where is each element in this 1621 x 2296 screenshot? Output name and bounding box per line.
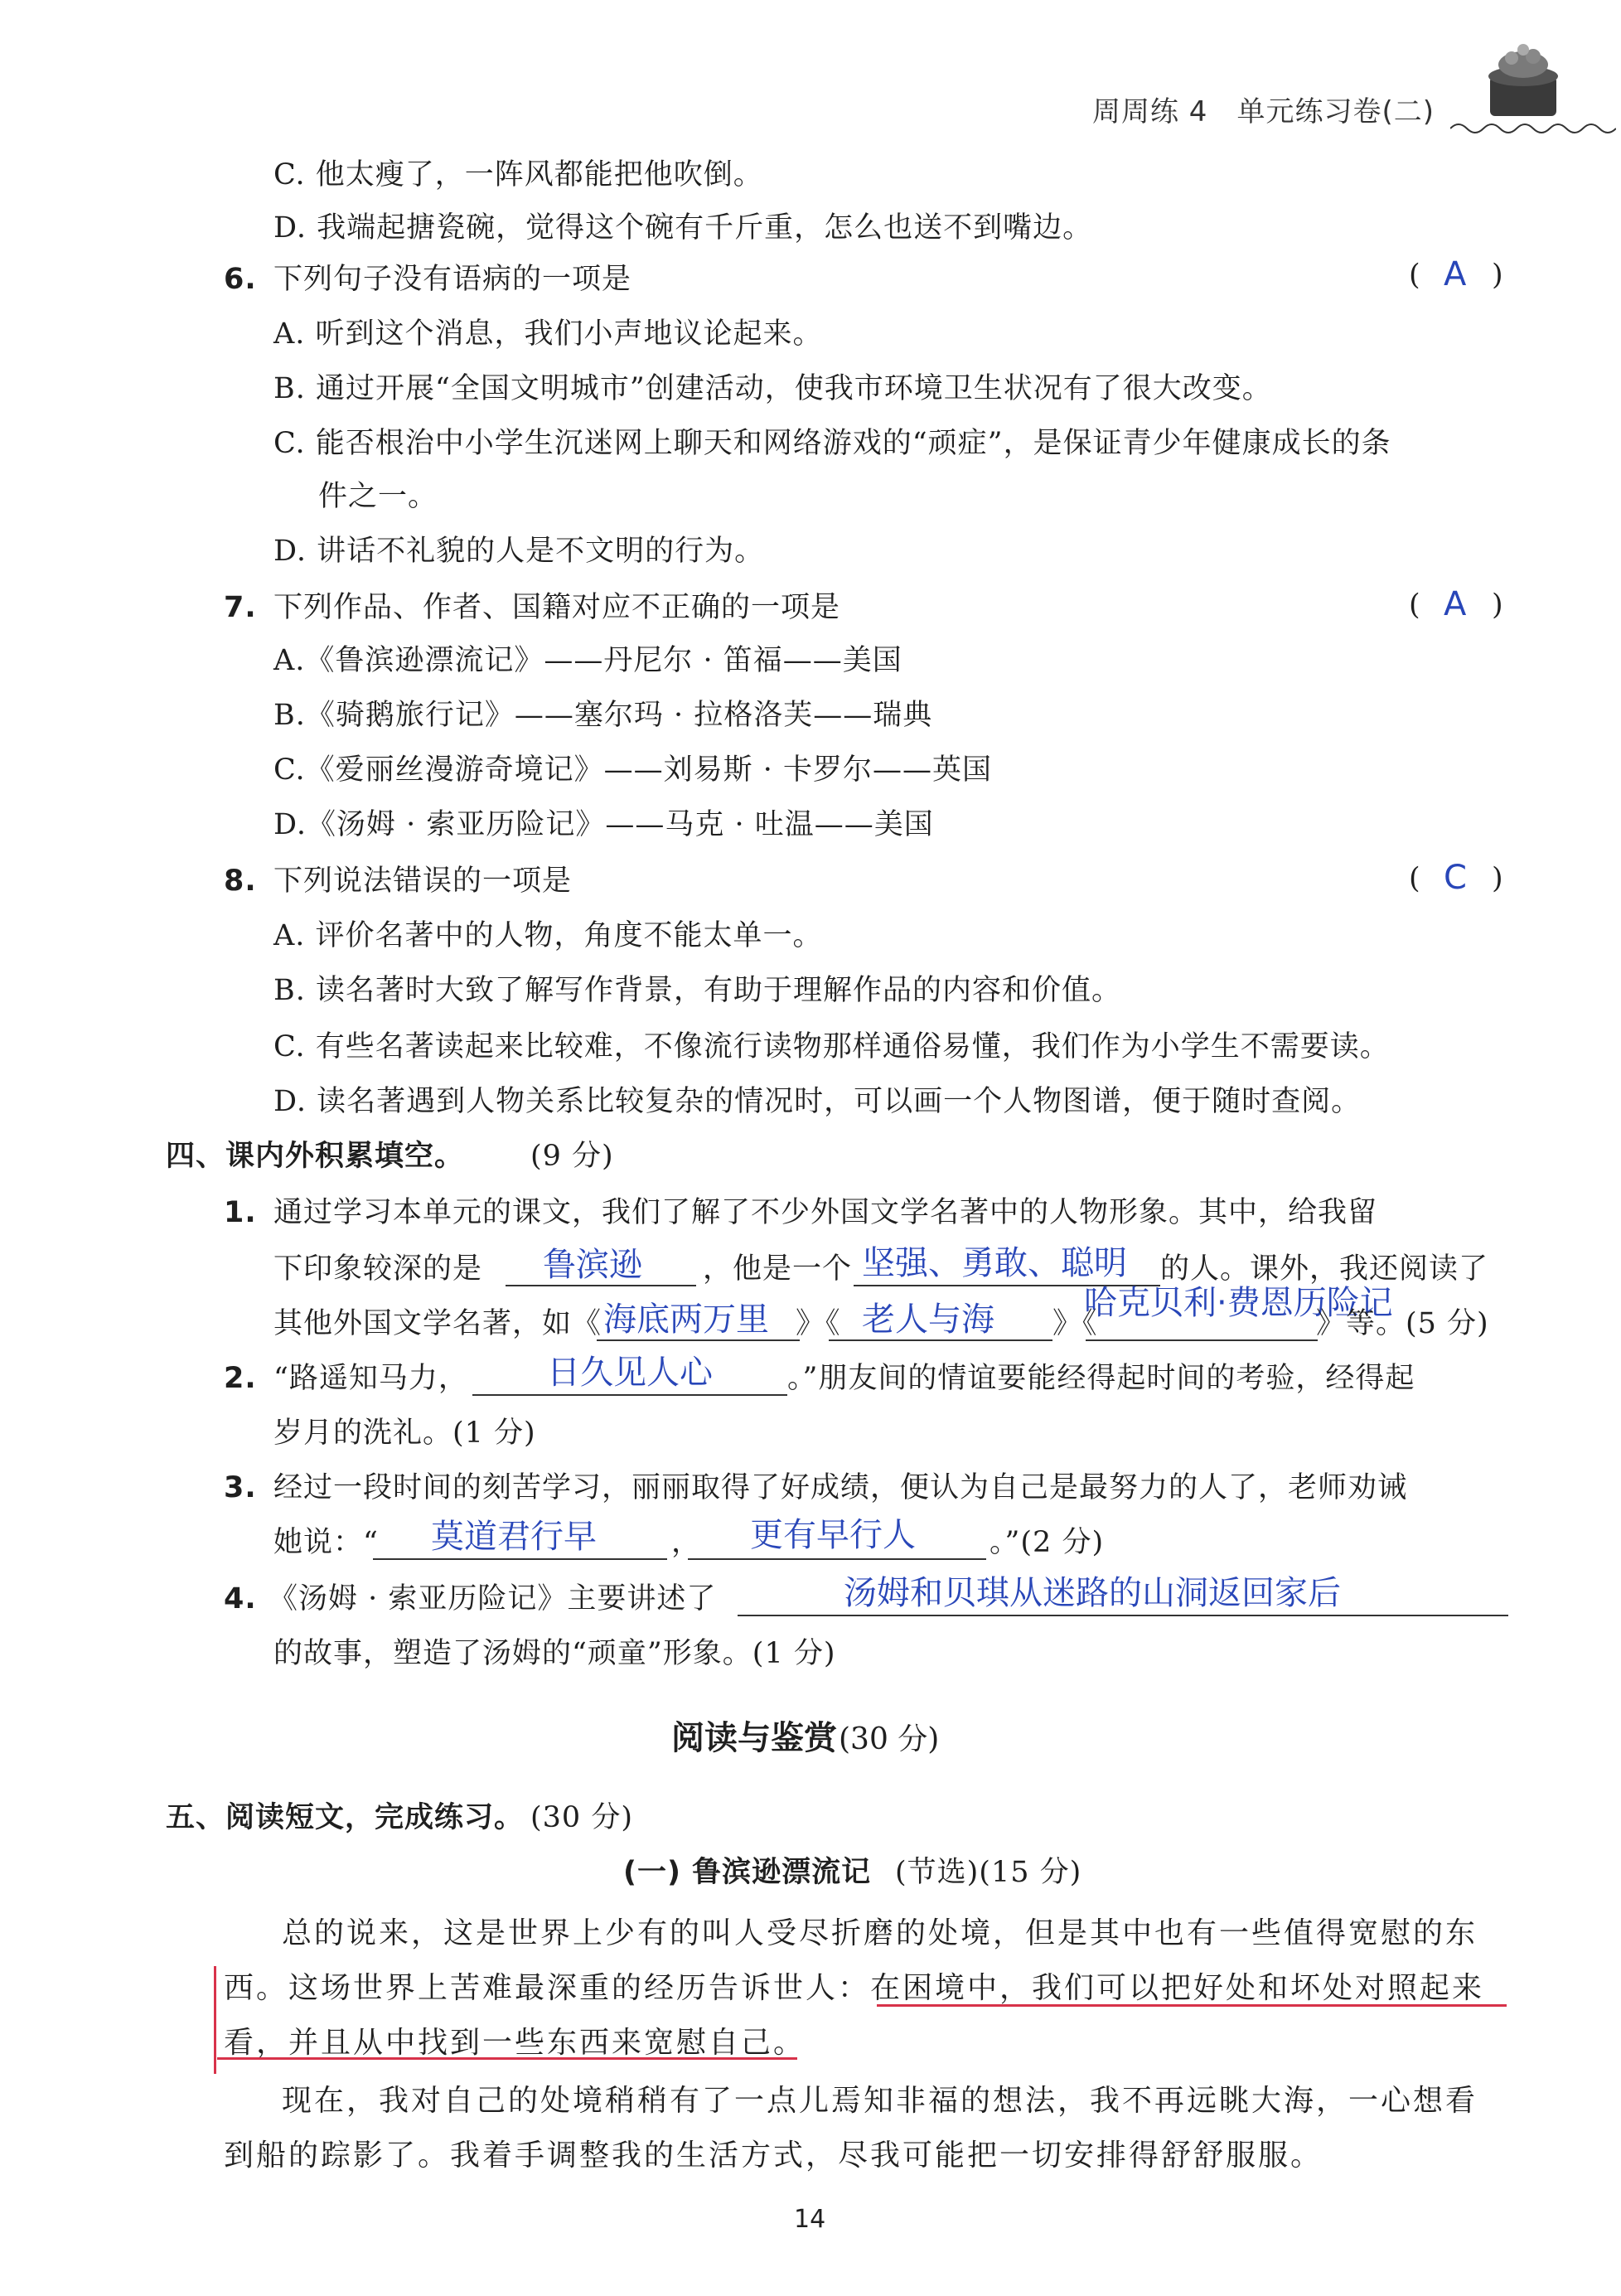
answer-choice: A — [1444, 585, 1467, 623]
section-score: (30 分) — [530, 1801, 633, 1834]
handwritten-answer: 老人与海 — [862, 1301, 994, 1339]
option-line: A. 听到这个消息，我们小声地议论起来。 — [273, 317, 823, 351]
fill-text: 她说：“ — [273, 1526, 379, 1559]
fill-text: 。”朋友间的情谊要能经得起时间的考验，经得起 — [787, 1362, 1415, 1395]
fill-text: 经过一段时间的刻苦学习，丽丽取得了好成绩，便认为自己是最努力的人了，老师劝诫 — [273, 1471, 1408, 1504]
answer-bracket: ( — [1409, 589, 1420, 622]
option-line: A. 评价名著中的人物，角度不能太单一。 — [273, 919, 823, 952]
question-number: 8. — [224, 865, 257, 898]
fill-text: 》《 — [796, 1307, 841, 1340]
passage-note: (节选)(15 分) — [895, 1856, 1082, 1889]
answer-bracket: ( — [1409, 259, 1420, 292]
option-line: D. 讲话不礼貌的人是不文明的行为。 — [273, 535, 765, 568]
question-number: 6. — [224, 263, 257, 296]
option-line: C. 能否根治中小学生沉迷网上聊天和网络游戏的“顽症”，是保证青少年健康成长的条 — [273, 427, 1391, 460]
option-line: D.《汤姆 · 索亚历险记》——马克 · 吐温——美国 — [273, 808, 934, 841]
passage-line: 看，并且从中找到一些东西来宽慰自己。 — [224, 2026, 806, 2060]
fill-blank — [738, 1615, 1508, 1616]
handwritten-answer: 汤姆和贝琪从迷路的山洞返回家后 — [844, 1574, 1341, 1612]
fill-text: 》等。(5 分) — [1316, 1307, 1489, 1340]
handwritten-answer: 莫道君行早 — [431, 1518, 597, 1556]
passage-title: (一) 鲁滨逊漂流记 — [623, 1856, 872, 1889]
fill-blank — [373, 1558, 667, 1560]
question-number: 4. — [224, 1582, 257, 1615]
question-number: 1. — [224, 1196, 257, 1229]
option-line: B.《骑鹅旅行记》——塞尔玛 · 拉格洛芙——瑞典 — [273, 699, 933, 732]
option-line: D. 我端起搪瓷碗，觉得这个碗有千斤重，怎么也送不到嘴边。 — [273, 211, 1093, 245]
question-stem: 下列说法错误的一项是 — [273, 865, 573, 898]
fill-blank — [688, 1558, 986, 1560]
part-heading: 阅读与鉴赏 — [671, 1719, 837, 1757]
question-number: 3. — [224, 1471, 257, 1504]
passage-line: 到船的踪影了。我着手调整我的生活方式，尽我可能把一切安排得舒舒服服。 — [224, 2139, 1323, 2172]
fill-text: “路遥知马力， — [273, 1362, 468, 1395]
answer-bracket: ) — [1492, 589, 1503, 622]
option-line: C. 他太瘦了，一阵风都能把他吹倒。 — [273, 158, 763, 191]
answer-bracket: ( — [1409, 862, 1420, 895]
part-score: (30 分) — [839, 1722, 940, 1756]
handwritten-answer: 坚强、勇敢、聪明 — [862, 1244, 1127, 1282]
wave-divider — [1450, 120, 1616, 137]
option-line: A.《鲁滨逊漂流记》——丹尼尔 · 笛福——美国 — [273, 644, 902, 677]
section-score: (9 分) — [530, 1140, 614, 1173]
fill-blank — [1086, 1339, 1318, 1341]
answer-bracket: ) — [1492, 862, 1503, 895]
red-bracket-mark — [214, 1966, 216, 2074]
section-title: 四、课内外积累填空。 — [166, 1140, 465, 1173]
page-header: 周周练 4 单元练习卷(二) — [1092, 95, 1435, 128]
fill-blank — [472, 1394, 787, 1396]
fill-text: ， — [671, 1526, 702, 1559]
answer-choice: C — [1444, 859, 1467, 897]
fill-text: 的故事，塑造了汤姆的“顽童”形象。(1 分) — [273, 1637, 836, 1670]
fill-text: 的人。课外，我还阅读了 — [1160, 1252, 1489, 1286]
passage-line: 现在，我对自己的处境稍稍有了一点儿焉知非福的想法，我不再远眺大海，一心想看 — [282, 2084, 1478, 2118]
question-stem: 下列句子没有语病的一项是 — [273, 263, 632, 296]
option-line: 件之一。 — [318, 480, 438, 513]
cake-icon — [1475, 33, 1583, 124]
answer-bracket: ) — [1492, 259, 1503, 292]
passage-line: 西。这场世界上苦难最深重的经历告诉世人：在困境中，我们可以把好处和坏处对照起来 — [224, 1971, 1485, 2005]
fill-text: 《汤姆 · 索亚历险记》主要讲述了 — [269, 1582, 717, 1615]
red-underline — [217, 2057, 797, 2060]
option-line: C.《爱丽丝漫游奇境记》——刘易斯 · 卡罗尔——英国 — [273, 753, 993, 787]
fill-text: ，他是一个 — [703, 1252, 853, 1286]
option-line: B. 通过开展“全国文明城市”创建活动，使我市环境卫生状况有了很大改变。 — [273, 372, 1272, 405]
question-number: 2. — [224, 1362, 257, 1395]
option-line: B. 读名著时大致了解写作背景，有助于理解作品的内容和价值。 — [273, 974, 1121, 1007]
handwritten-answer: 更有早行人 — [750, 1516, 916, 1554]
option-line: D. 读名著遇到人物关系比较复杂的情况时，可以画一个人物图谱，便于随时查阅。 — [273, 1085, 1362, 1118]
page-number: 14 — [794, 2205, 826, 2234]
fill-text: 。”(2 分) — [990, 1526, 1105, 1559]
section-title: 五、阅读短文，完成练习。 — [166, 1801, 525, 1834]
question-stem: 下列作品、作者、国籍对应不正确的一项是 — [273, 591, 841, 624]
fill-text: 其他外国文学名著，如《 — [273, 1307, 602, 1340]
handwritten-answer: 日久见人心 — [547, 1354, 713, 1392]
fill-text: 下印象较深的是 — [273, 1252, 483, 1286]
handwritten-answer: 鲁滨逊 — [543, 1246, 642, 1284]
passage-line: 总的说来，这是世界上少有的叫人受尽折磨的处境，但是其中也有一些值得宽慰的东 — [282, 1916, 1478, 1950]
red-underline — [877, 2004, 1507, 2007]
fill-text: 岁月的洗礼。(1 分) — [273, 1417, 536, 1450]
answer-choice: A — [1444, 255, 1467, 293]
fill-text: 通过学习本单元的课文，我们了解了不少外国文学名著中的人物形象。其中，给我留 — [273, 1196, 1378, 1229]
question-number: 7. — [224, 591, 257, 624]
option-line: C. 有些名著读起来比较难，不像流行读物那样通俗易懂，我们作为小学生不需要读。 — [273, 1030, 1390, 1063]
handwritten-answer: 哈克贝利·费恩历险记 — [1084, 1284, 1393, 1322]
fill-text: 》《 — [1052, 1307, 1098, 1340]
handwritten-answer: 海底两万里 — [603, 1301, 769, 1339]
